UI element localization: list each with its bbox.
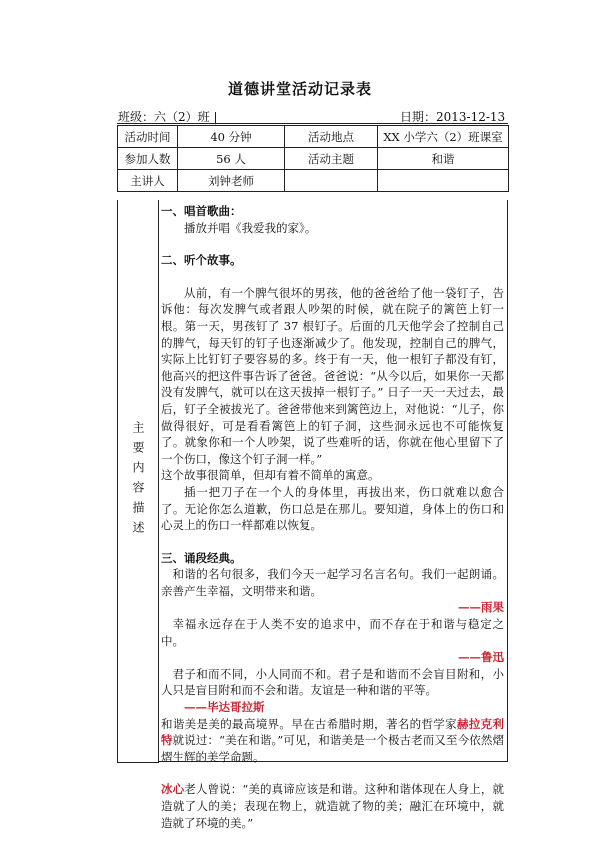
table-cell: 活动地点: [285, 126, 378, 148]
content-cell: [158, 200, 508, 830]
date-label: 日期：2013-12-13: [400, 110, 506, 124]
table-cell: 活动主题: [285, 148, 378, 170]
table-cell: 和谐: [378, 148, 509, 170]
quote-intro: 和谐的名句很多，我们今天一起学习名言名句。我们一起朗诵。亲善产生幸福，文明带来和谐。: [161, 567, 504, 598]
table-row: [118, 170, 509, 192]
table-cell: 56 人: [178, 148, 285, 170]
story-lesson: 插一把刀子在一个人的身体里，再拔出来，伤口就难以愈合了。无论你怎么道歉，伤口总是在那儿。要知道，身体上的伤口和心灵上的伤口一样都难以恢复。: [161, 484, 504, 533]
quote-luxun: 幸福永远存在于人类不安的追求中，而不存在于和谐与稳定之中。: [161, 617, 504, 648]
side-label-text: 主要内容描述: [131, 421, 145, 541]
table-row: [118, 148, 509, 170]
quote-attribution-hugo: ——雨果: [458, 600, 504, 615]
table-cell: 主讲人: [118, 170, 178, 192]
header-rule: [117, 123, 508, 124]
side-label-cell: [117, 200, 159, 763]
heraclitus-name: 赫拉克利特: [161, 716, 505, 748]
bingxin-text: 老人曾说：“美的真谛应该是和谐。这种和谐体现在人身上，就造就了人的美；表现在物上，就造就了物的美；融汇在环境中，就 造就了环境的美。”: [161, 782, 504, 830]
story-paragraph: 从前，有一个脾气很坏的男孩，他的爸爸给了他一袋钉子，告诉他：每次发脾气或者跟人吵架的时候，就在院子的篱笆上钉一根。第一天，男孩钉了 37 根钉子。后面的几天他学会了控制自己的脾气，每天钉的钉子也逐渐减少了。他发现，控制自己的脾气，实际上比钉钉子要容易的多。终于有一天，他一根钉子都没有钉，他高兴的把这件事告诉了爸爸。爸爸说：“从今以后，如果你一天都没有发脾气，就可以在这天拔掉一根钉子。” 日子一天一天过去，最后，钉子全被拔光了。爸爸带他来到篱笆边上，对他说：“儿子，你做得很好，可是看看篱笆上的钉子洞，这些洞永远也不可能恢复了。就象你和一个人吵架，说了些难听的话，你就在他心里留下了一个伤口，像这个钉子洞一样。”: [161, 285, 504, 466]
quote-confucius: 君子和而不同，小人同而不和。君子是和谐而不会盲目附和，小人只是盲目附和而不会和谐。友谊是一种和谐的平等。: [161, 666, 504, 698]
quote-attribution-pythagoras: ——毕达哥拉斯: [184, 700, 265, 715]
section-2-title: 二、听个故事。: [161, 253, 242, 268]
page-title: 道德讲堂活动记录表: [227, 80, 372, 98]
section-1-title: 一、唱首歌曲：: [161, 204, 242, 218]
table-row: [118, 126, 509, 148]
table-cell: [285, 170, 378, 192]
table-cell: 活动时间: [118, 126, 178, 148]
table-cell: 参加人数: [118, 148, 178, 170]
class-label: 班级：六（2）班 |: [118, 110, 218, 124]
table-cell: [378, 170, 509, 192]
quote-attribution-luxun: ——鲁迅: [458, 650, 504, 665]
bingxin-name: 冰心: [161, 782, 185, 797]
table-cell: XX 小学六（2）班课室: [378, 126, 509, 148]
heraclitus-text-b: 就说过：“美在和谐。”可见，和谐美是一个极古老而又至今依然熠熠生辉的美学命题。: [161, 733, 504, 764]
heraclitus-text-a: 和谐美是美的最高境界。早在古希腊时期，著名的哲学家: [161, 716, 457, 731]
heraclitus-paragraph: [161, 716, 504, 766]
info-table: [117, 125, 509, 192]
story-moral: 这个故事很简单，但却有着不简单的寓意。: [161, 468, 380, 483]
section-1-text: 播放并唱《我爱我的家》。: [184, 220, 317, 235]
bingxin-paragraph: [161, 781, 504, 831]
table-cell: 刘钟老师: [178, 170, 285, 192]
section-3-title: 三、诵段经典。: [161, 550, 242, 565]
table-cell: 40 分钟: [178, 126, 285, 148]
